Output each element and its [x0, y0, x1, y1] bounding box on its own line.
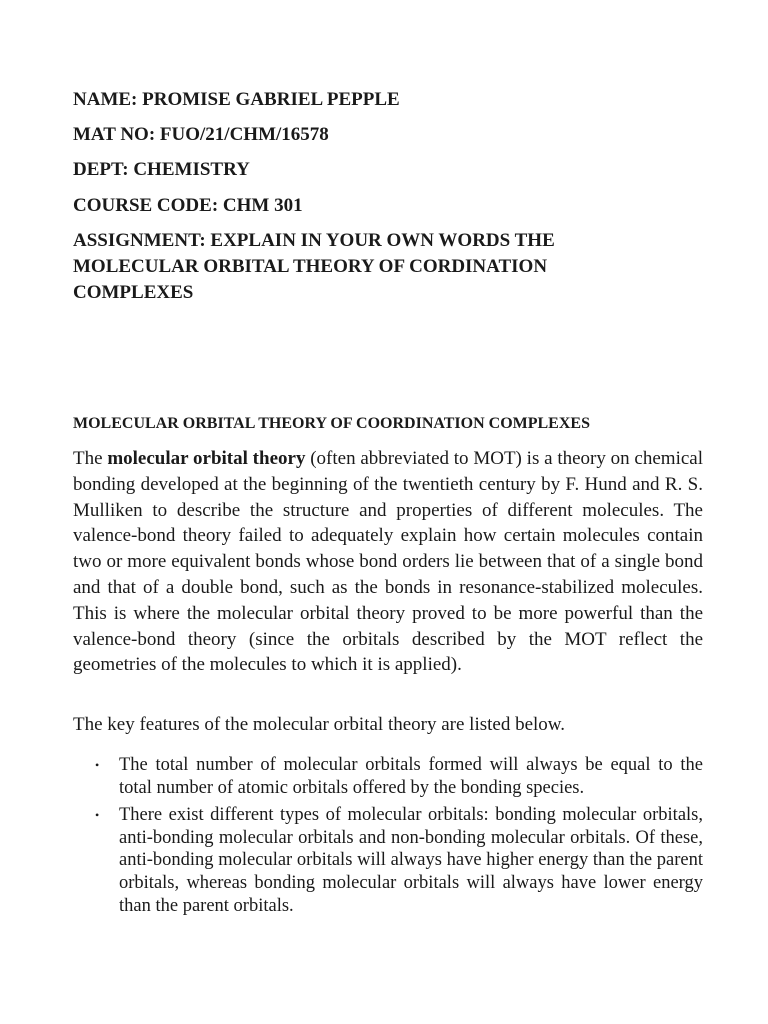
matric-number: MAT NO: FUO/21/CHM/16578: [73, 124, 329, 145]
features-intro-paragraph: The key features of the molecular orbital theory are listed below.: [73, 714, 566, 735]
bullet-icon: •: [95, 758, 100, 772]
section-heading: MOLECULAR ORBITAL THEORY OF COORDINATION COMPLEXES: [73, 415, 590, 432]
features-list: [73, 754, 703, 922]
list-item: [73, 754, 703, 799]
intro-lead: The: [73, 448, 108, 469]
course-code: COURSE CODE: CHM 301: [73, 195, 303, 216]
department: DEPT: CHEMISTRY: [73, 159, 250, 180]
intro-bold-term: molecular orbital theory: [107, 448, 306, 469]
intro-paragraph: [73, 446, 703, 678]
list-item-text: There exist different types of molecular orbitals: bonding molecular orbitals, anti-bonding molecular orbitals and non-bonding molecular orbitals. Of these, anti-bonding molecular orbitals will always have higher energy than the parent orbitals, whereas bonding molecular orbitals will always have lower energy than the parent orbitals.: [119, 805, 703, 916]
student-name: NAME: PROMISE GABRIEL PEPPLE: [73, 89, 400, 110]
assignment-title: ASSIGNMENT: EXPLAIN IN YOUR OWN WORDS THE MOLECULAR ORBITAL THEORY OF CORDINATION COMPLEXES: [73, 230, 555, 303]
list-item-text: The total number of molecular orbitals formed will always be equal to the total number of atomic orbitals offered by the bonding species.: [119, 755, 703, 798]
intro-rest: (often abbreviated to MOT) is a theory on chemical bonding developed at the beginning of the twentieth century by F. Hund and R. S. Mulliken to describe the structure and properties of different molecules. The valence-bond theory failed to adequately explain how certain molecules contain two or more equivalent bonds whose bond orders lie between that of a single bond and that of a double bond, such as the bonds in resonance-stabilized molecules. This is where the molecular orbital theory proved to be more powerful than the valence-bond theory (since the orbitals described by the MOT reflect the geometries of the molecules to which it is applied).: [73, 448, 703, 676]
bullet-icon: •: [95, 808, 100, 823]
list-item: [73, 804, 703, 917]
